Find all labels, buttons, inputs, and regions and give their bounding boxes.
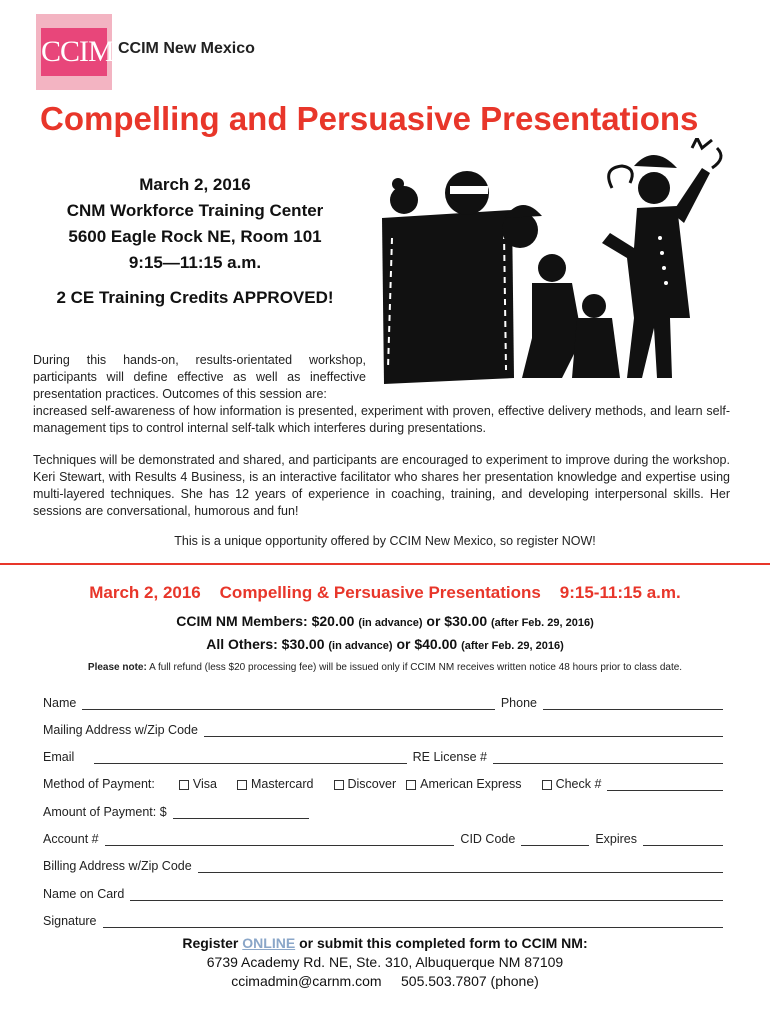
email-field[interactable] (94, 750, 406, 764)
page-title: Compelling and Persuasive Presentations (40, 100, 699, 137)
event-date: March 2, 2016 (139, 175, 251, 194)
event-address: 5600 Eagle Rock NE, Room 101 (68, 227, 322, 246)
discover-label: Discover (347, 777, 397, 791)
mastercard-option[interactable] (237, 777, 314, 791)
event-venue: CNM Workforce Training Center (66, 201, 324, 220)
form-row-payment-method (43, 773, 723, 791)
note-text: A full refund (less $20 processing fee) will be issued only if CCIM NM receives written notice 48 hours prior to class date. (149, 662, 683, 673)
form-row-name-on-card (43, 883, 723, 901)
form-row-name (43, 692, 723, 710)
mailing-address: 6739 Academy Rd. NE, Ste. 310, Albuquerque NM 87109 (206, 954, 564, 970)
email-label: Email (43, 750, 75, 764)
visa-label: Visa (192, 777, 217, 791)
section-divider (0, 563, 770, 565)
discover-option[interactable] (334, 777, 397, 791)
presentation-silhouette-illustration (372, 138, 732, 388)
others-price-advance: $30.00 (281, 636, 325, 652)
others-late-note: (after Feb. 29, 2016) (461, 640, 564, 652)
submit-text: or submit this completed form to CCIM NM: (299, 935, 588, 951)
check-label: Check # (555, 777, 602, 791)
description-paragraph-1b: increased self-awareness of how information is presented, experiment with proven, effective delivery methods, and learn self-management tips to control internal self-talk which interferes during presentations. (33, 404, 730, 435)
form-row-billing (43, 855, 723, 873)
description-paragraph-1a: During this hands-on, results-orientated workshop, participants will define effective as well as ineffective presentation practices. Outcomes of this session are: (33, 353, 366, 401)
re-license-label: RE License # (412, 750, 487, 764)
mastercard-label: Mastercard (250, 777, 314, 791)
discover-checkbox[interactable] (334, 780, 344, 790)
or-text: or (396, 636, 411, 652)
check-checkbox[interactable] (542, 780, 552, 790)
account-field[interactable] (105, 832, 455, 846)
ce-credits: 2 CE Training Credits APPROVED! (56, 288, 334, 307)
logo-text: CCIM (41, 28, 107, 76)
phone-field[interactable] (543, 696, 723, 710)
name-label: Name (43, 696, 77, 710)
amount-label: Amount of Payment: $ (43, 805, 167, 819)
re-license-field[interactable] (493, 750, 723, 764)
event-info (30, 172, 360, 276)
event-time: 9:15—11:15 a.m. (128, 253, 262, 272)
members-price (0, 613, 770, 629)
form-row-account (43, 828, 723, 846)
footer (0, 934, 770, 991)
mastercard-checkbox[interactable] (237, 780, 247, 790)
members-price-late: $30.00 (444, 613, 488, 629)
members-advance-note: (in advance) (358, 617, 423, 629)
payment-method-label: Method of Payment: (43, 777, 155, 791)
note-label: Please note: (87, 662, 147, 673)
visa-option[interactable] (179, 777, 217, 791)
members-price-advance: $20.00 (311, 613, 355, 629)
billing-address-field[interactable] (198, 859, 723, 873)
amex-label: American Express (420, 777, 522, 791)
description-paragraph-2: Techniques will be demonstrated and shared, and participants are encouraged to experiment to improve during the workshop. Keri Stewart, with Results 4 Business, is an interactive facilitator who shares her presentation knowledge and expertise using multi-layered techniques. She has 12 years of experience in coaching, training, and developing interpersonal skills. Her sessions are conversational, humorous and fun! (33, 453, 730, 518)
call-to-action: This is a unique opportunity offered by CCIM New Mexico, so register NOW! (174, 534, 596, 548)
contact-email: ccimadmin@carnm.com (231, 973, 382, 989)
amex-checkbox[interactable] (406, 780, 416, 790)
amount-field[interactable] (173, 805, 309, 819)
account-label: Account # (43, 832, 99, 846)
others-advance-note: (in advance) (328, 640, 393, 652)
members-label: CCIM NM Members: (176, 613, 308, 629)
check-number-field[interactable] (607, 777, 723, 791)
expires-field[interactable] (643, 832, 723, 846)
amex-option[interactable] (406, 777, 521, 791)
name-field[interactable] (82, 696, 495, 710)
others-price (0, 636, 770, 652)
cid-label: CID Code (460, 832, 516, 846)
form-row-amount (43, 801, 723, 819)
contact-phone: 505.503.7807 (phone) (401, 973, 539, 989)
mailing-address-label: Mailing Address w/Zip Code (43, 723, 198, 737)
form-row-email (43, 746, 723, 764)
form-row-signature (43, 910, 723, 928)
contact-line (0, 972, 770, 991)
members-late-note: (after Feb. 29, 2016) (491, 617, 594, 629)
billing-address-label: Billing Address w/Zip Code (43, 859, 192, 873)
name-on-card-field[interactable] (130, 887, 723, 901)
name-on-card-label: Name on Card (43, 887, 125, 901)
visa-checkbox[interactable] (179, 780, 189, 790)
signature-field[interactable] (103, 914, 723, 928)
others-price-late: $40.00 (414, 636, 458, 652)
register-text: Register (182, 935, 239, 951)
register-line (0, 934, 770, 953)
online-link[interactable]: ONLINE (242, 935, 296, 951)
registration-heading: March 2, 2016 Compelling & Persuasive Presentations 9:15-11:15 a.m. (89, 583, 681, 602)
ccim-logo (36, 14, 112, 90)
mailing-address-field[interactable] (204, 723, 723, 737)
others-label: All Others: (206, 636, 278, 652)
signature-label: Signature (43, 914, 97, 928)
refund-note (0, 662, 770, 673)
or-text: or (426, 613, 441, 629)
check-option[interactable] (542, 777, 602, 791)
cid-field[interactable] (521, 832, 589, 846)
expires-label: Expires (595, 832, 637, 846)
org-name: CCIM New Mexico (118, 40, 255, 57)
phone-label: Phone (500, 696, 537, 710)
form-row-mailing (43, 719, 723, 737)
